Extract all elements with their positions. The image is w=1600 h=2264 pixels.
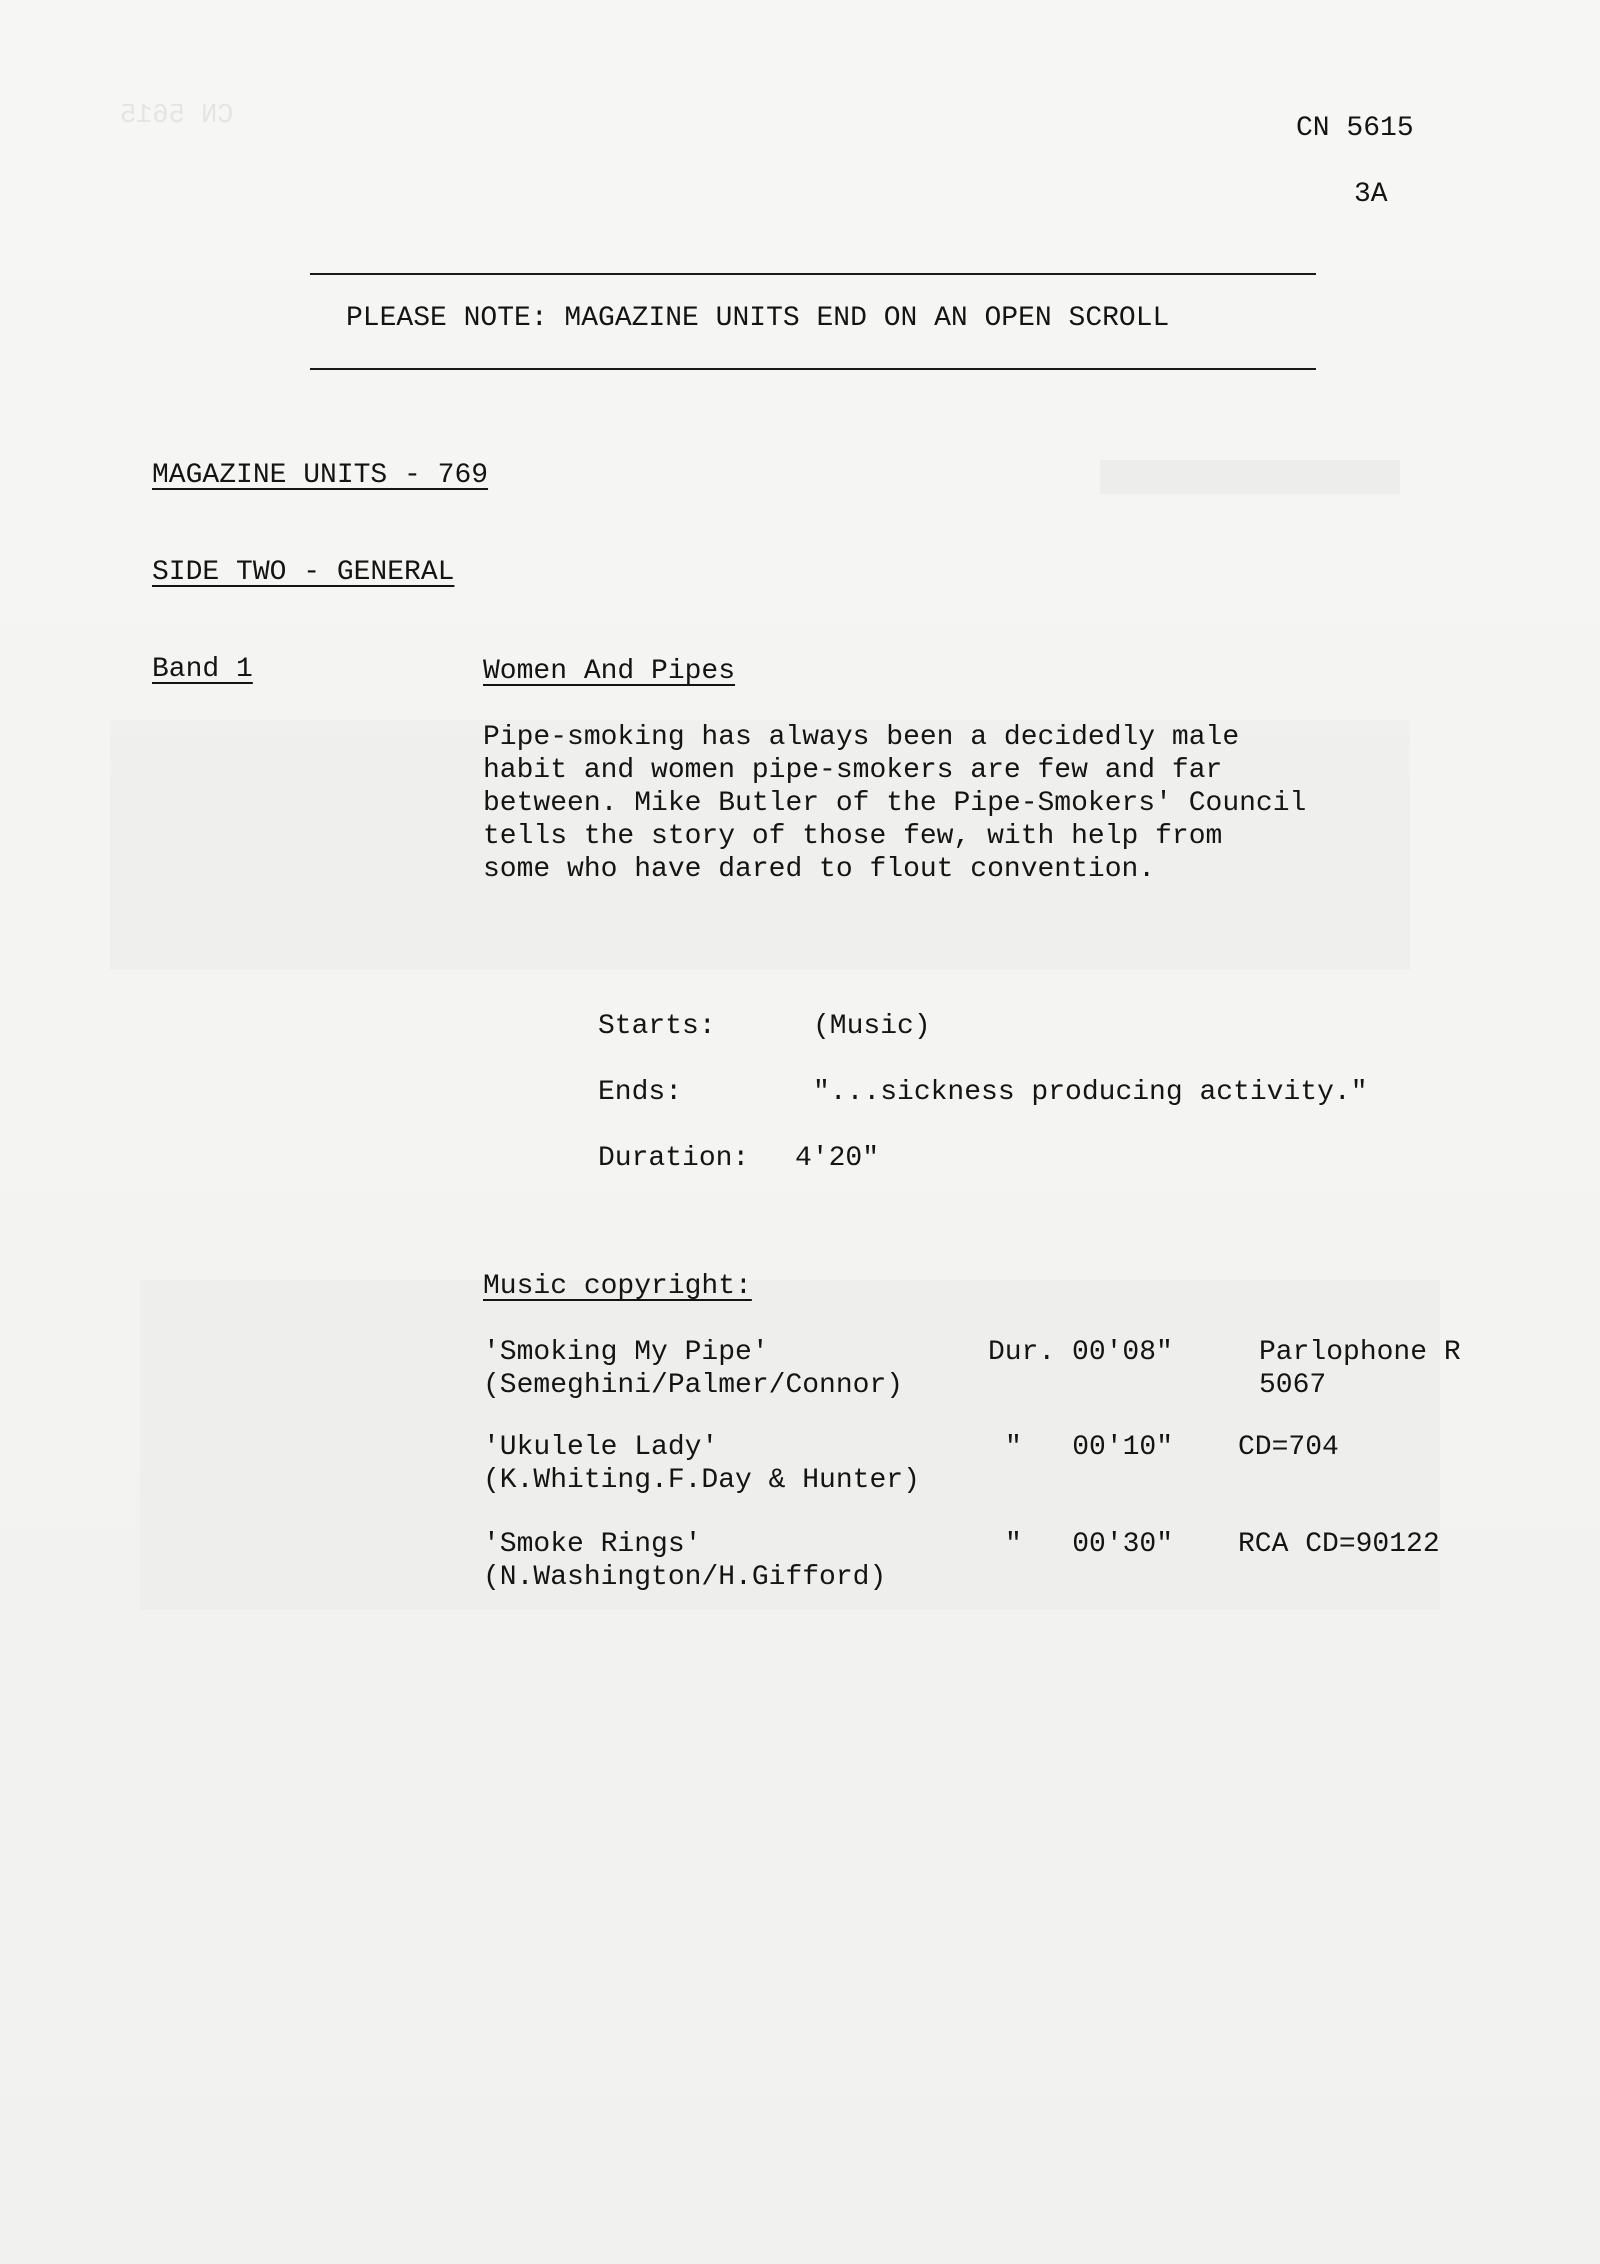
track-title: 'Smoking My Pipe' bbox=[483, 1337, 769, 1368]
track-label-continued: 5067 bbox=[1259, 1370, 1327, 1401]
duration-label: Duration: bbox=[598, 1143, 750, 1174]
starts-value: (Music) bbox=[813, 1011, 931, 1042]
bleed-through bbox=[1100, 460, 1400, 494]
ends-label: Ends: bbox=[598, 1077, 683, 1108]
track-duration: " 00'30" bbox=[1005, 1529, 1174, 1560]
description-line: some who have dared to flout convention. bbox=[483, 854, 1156, 885]
notice-top-rule bbox=[310, 273, 1316, 275]
magazine-units-heading: MAGAZINE UNITS - 769 bbox=[152, 460, 489, 491]
track-label: Parlophone R bbox=[1259, 1337, 1461, 1368]
description-line: habit and women pipe-smokers are few and far bbox=[483, 755, 1223, 786]
duration-value: 4'20" bbox=[795, 1143, 880, 1174]
description-line: Pipe-smoking has always been a decidedly male bbox=[483, 722, 1240, 753]
track-credits: (K.Whiting.F.Day & Hunter) bbox=[483, 1465, 920, 1496]
notice-text: PLEASE NOTE: MAGAZINE UNITS END ON AN OPEN SCROLL bbox=[346, 303, 1170, 334]
track-title: 'Smoke Rings' bbox=[483, 1529, 702, 1560]
description-line: between. Mike Butler of the Pipe-Smokers' Council bbox=[483, 788, 1307, 819]
band-label: Band 1 bbox=[152, 654, 253, 685]
notice-bottom-rule bbox=[310, 368, 1316, 370]
starts-label: Starts: bbox=[598, 1011, 716, 1042]
track-label: CD=704 bbox=[1238, 1432, 1339, 1463]
track-credits: (N.Washington/H.Gifford) bbox=[483, 1562, 887, 1593]
document-reference: CN 5615 bbox=[1296, 113, 1414, 144]
music-copyright-heading: Music copyright: bbox=[483, 1271, 752, 1302]
track-duration: " 00'10" bbox=[1005, 1432, 1174, 1463]
page-reference: 3A bbox=[1354, 179, 1388, 210]
track-credits: (Semeghini/Palmer/Connor) bbox=[483, 1370, 904, 1401]
side-heading: SIDE TWO - GENERAL bbox=[152, 557, 455, 588]
track-duration: Dur. 00'08" bbox=[988, 1337, 1173, 1368]
ends-value: "...sickness producing activity." bbox=[813, 1077, 1368, 1108]
band-title: Women And Pipes bbox=[483, 656, 736, 687]
bleed-through: CN 5615 bbox=[120, 101, 234, 131]
track-title: 'Ukulele Lady' bbox=[483, 1432, 719, 1463]
track-label: RCA CD=90122 bbox=[1238, 1529, 1440, 1560]
description-line: tells the story of those few, with help from bbox=[483, 821, 1223, 852]
